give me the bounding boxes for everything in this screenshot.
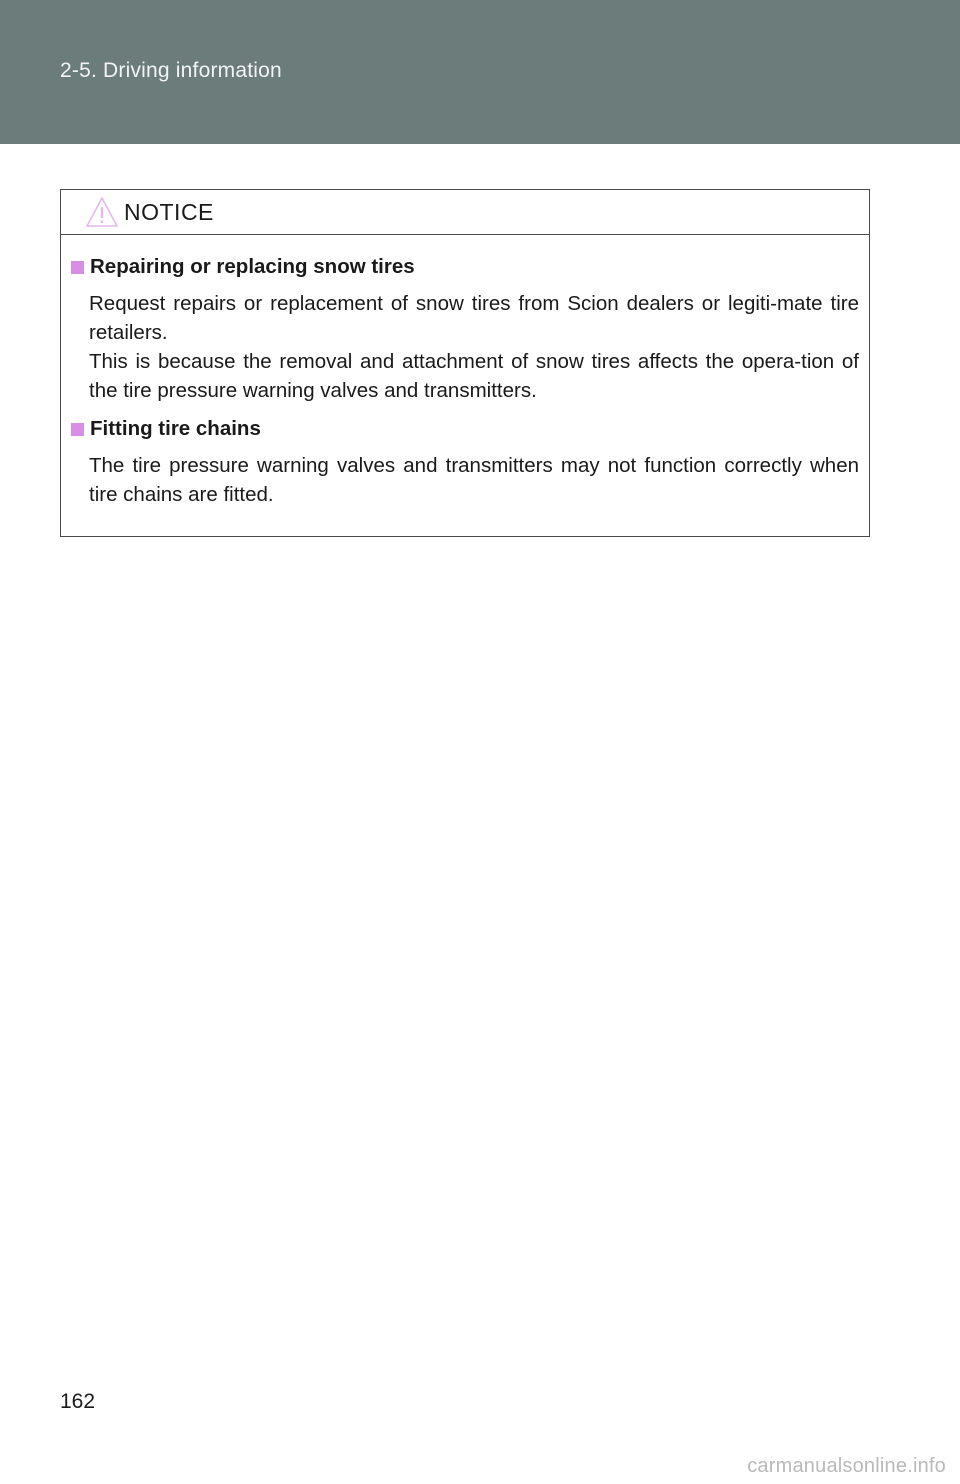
- warning-triangle-icon: [85, 196, 119, 228]
- topic-paragraph: This is because the removal and attachment of snow tires affects the opera-tion of the tire pressure warning valves and transmitters.: [89, 350, 859, 402]
- topic-paragraph: Request repairs or replacement of snow tires from Scion dealers or legiti-mate tire retailers.: [89, 292, 859, 344]
- topic-paragraph: The tire pressure warning valves and transmitters may not function correctly when tire chains are fitted.: [89, 454, 859, 506]
- section-title: 2-5. Driving information: [60, 59, 282, 82]
- bullet-square-icon: [71, 423, 84, 436]
- notice-box: [60, 189, 870, 537]
- topic-heading-text: Fitting tire chains: [90, 417, 261, 440]
- topic-heading-text: Repairing or replacing snow tires: [90, 255, 415, 278]
- topic-tire-chains: [71, 415, 859, 509]
- notice-header: [61, 190, 869, 235]
- page-number: 162: [60, 1390, 96, 1413]
- topic-text: [89, 289, 859, 405]
- topic-heading: [71, 415, 859, 443]
- notice-body: [61, 235, 869, 509]
- topic-snow-tires: [71, 253, 859, 405]
- watermark: carmanualsonline.info: [747, 1455, 946, 1477]
- topic-heading: [71, 253, 859, 281]
- bullet-square-icon: [71, 261, 84, 274]
- notice-title: NOTICE: [124, 199, 214, 225]
- topic-text: [89, 451, 859, 509]
